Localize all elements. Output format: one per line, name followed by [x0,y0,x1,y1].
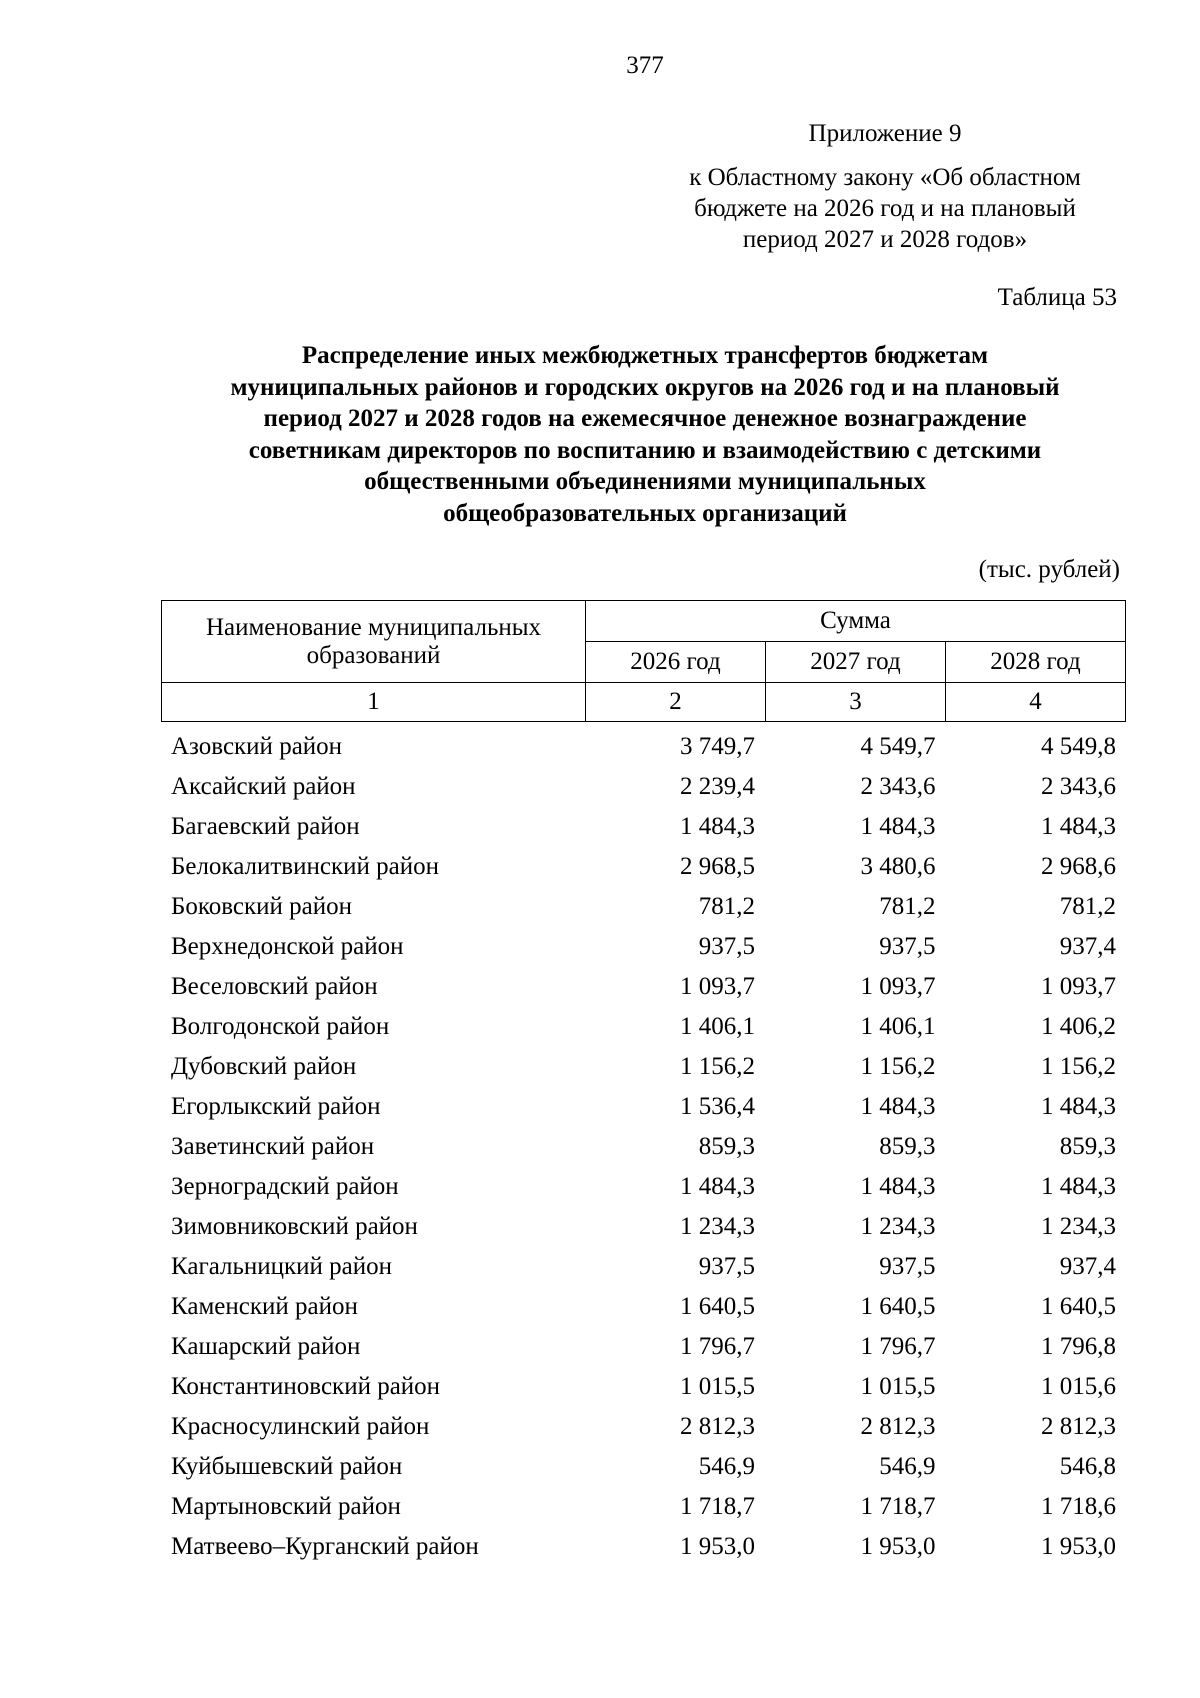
title-line: период 2027 и 2028 годов на ежемесячное денежное вознаграждение [263,405,1027,432]
municipality-name: Красносулинский район [171,1413,430,1440]
table-row [161,1527,1126,1567]
table-row [161,1407,1126,1447]
municipality-name: Веселовский район [171,973,378,1000]
header-year-2027: 2027 год [766,642,946,683]
amount-2027: 1 718,7 [860,1493,936,1520]
amount-2028: 1 156,2 [1041,1053,1116,1080]
amount-2028: 2 343,6 [1041,773,1116,800]
amount-2026: 1 156,2 [679,1053,755,1080]
amount-2028: 937,4 [1059,1253,1116,1280]
amount-2026: 1 484,3 [679,1173,755,1200]
amount-2027: 1 015,5 [860,1373,936,1400]
document-title [150,340,1140,529]
amount-2026: 1 234,3 [679,1213,755,1240]
municipality-name: Волгодонской район [171,1013,390,1040]
table-row [161,1447,1126,1487]
municipality-name: Зерноградский район [171,1173,399,1200]
table-row [161,1327,1126,1367]
amount-2028: 1 015,6 [1041,1373,1116,1400]
page-number: 377 [626,52,664,79]
amount-2026: 937,5 [698,1253,755,1280]
amount-2027: 1 484,3 [860,1173,936,1200]
amount-2028: 2 968,6 [1041,853,1116,880]
municipality-name: Каменский район [171,1293,358,1320]
municipality-name: Аксайский район [171,773,356,800]
column-number: 1 [162,683,586,722]
amount-2027: 546,9 [879,1453,936,1480]
amount-2028: 546,8 [1059,1453,1116,1480]
appendix-text [660,162,1110,255]
table-row [161,847,1126,887]
table-row [161,967,1126,1007]
municipality-name: Кагальницкий район [171,1253,393,1280]
table-row [161,727,1126,767]
amount-2028: 859,3 [1059,1133,1116,1160]
amount-2027: 937,5 [879,1253,936,1280]
amount-2028: 1 484,3 [1041,1093,1116,1120]
amount-2028: 1 093,7 [1041,973,1116,1000]
table-row [161,807,1126,847]
amount-2027: 1 156,2 [860,1053,936,1080]
municipality-name: Заветинский район [171,1133,375,1160]
title-line: общественными объединениями муниципальных [364,468,926,495]
amount-2027: 4 549,7 [860,733,936,760]
table-row [161,887,1126,927]
amount-2026: 546,9 [698,1453,755,1480]
municipality-name: Кашарский район [171,1333,361,1360]
amount-2028: 1 406,2 [1041,1013,1116,1040]
amount-2027: 859,3 [879,1133,936,1160]
amount-2028: 1 796,8 [1041,1333,1116,1360]
amount-2026: 1 796,7 [679,1333,755,1360]
table-row [161,1167,1126,1207]
amount-2027: 937,5 [879,933,936,960]
municipality-name: Багаевский район [171,813,360,840]
table-row [161,1287,1126,1327]
amount-2028: 1 640,5 [1041,1293,1116,1320]
amount-2026: 2 239,4 [679,773,755,800]
table-header [161,600,1126,722]
column-number: 4 [946,683,1126,722]
header-year-2026: 2026 год [586,642,766,683]
column-number: 2 [586,683,766,722]
amount-2026: 1 093,7 [679,973,755,1000]
amount-2026: 781,2 [698,893,755,920]
amount-2027: 781,2 [879,893,936,920]
amount-2028: 1 953,0 [1041,1533,1116,1560]
title-line: Распределение иных межбюджетных трансфертов бюджетам [301,342,989,369]
amount-2028: 1 234,3 [1041,1213,1116,1240]
title-line: муниципальных районов и городских округов на 2026 год и на плановый [230,373,1060,401]
amount-2026: 937,5 [698,933,755,960]
municipality-name: Константиновский район [171,1373,441,1400]
amount-2027: 1 953,0 [860,1533,936,1560]
table-rows [161,727,1126,1567]
amount-2026: 1 640,5 [679,1293,755,1320]
amount-2027: 1 093,7 [860,973,936,1000]
amount-2027: 3 480,6 [860,853,936,880]
amount-2026: 1 484,3 [679,813,755,840]
appendix-title: Приложение 9 [808,120,962,147]
municipality-name: Егорлыкский район [171,1093,381,1120]
municipality-name: Матвеево–Курганский район [171,1533,479,1560]
table-row [161,1047,1126,1087]
municipality-name: Белокалитвинский район [171,853,439,880]
amount-2026: 1 536,4 [679,1093,755,1120]
amount-2027: 2 812,3 [860,1413,936,1440]
amount-2026: 859,3 [698,1133,755,1160]
municipality-name: Зимовниковский район [171,1213,418,1240]
amount-2028: 1 484,3 [1041,1173,1116,1200]
amount-2027: 1 234,3 [860,1213,936,1240]
amount-2027: 1 406,1 [860,1013,936,1040]
amount-2026: 1 406,1 [679,1013,755,1040]
amount-2026: 1 718,7 [679,1493,755,1520]
table-row [161,1087,1126,1127]
appendix-line: бюджете на 2026 год и на плановый [694,195,1076,222]
amount-2027: 1 640,5 [860,1293,936,1320]
amount-2027: 1 484,3 [860,1093,936,1120]
appendix-line: период 2027 и 2028 годов» [742,226,1028,253]
amount-2028: 937,4 [1059,933,1116,960]
table-row [161,767,1126,807]
municipality-name: Азовский район [171,733,343,760]
amount-2026: 1 015,5 [679,1373,755,1400]
amount-2027: 1 484,3 [860,813,936,840]
amount-2027: 2 343,6 [860,773,936,800]
amount-2026: 2 812,3 [679,1413,755,1440]
amount-2026: 2 968,5 [679,853,755,880]
amount-2026: 3 749,7 [679,733,755,760]
table-row [161,1207,1126,1247]
table-number: Таблица 53 [997,284,1117,311]
table-row [161,1487,1126,1527]
table-row [161,1247,1126,1287]
municipality-name: Мартыновский район [171,1493,401,1520]
column-number: 3 [766,683,946,722]
municipality-name: Боковский район [171,893,352,920]
title-line: советникам директоров по воспитанию и взаимодействию с детскими [248,436,1042,464]
amount-2027: 1 796,7 [860,1333,936,1360]
header-name-line: образований [306,641,441,669]
municipality-name: Дубовский район [171,1053,357,1080]
header-year-2028: 2028 год [946,642,1126,683]
municipality-name: Верхнедонской район [171,933,404,960]
amount-2028: 1 484,3 [1041,813,1116,840]
amount-2028: 4 549,8 [1041,733,1116,760]
table-body [161,727,1126,1567]
table-row [161,927,1126,967]
title-line: общеобразовательных организаций [443,499,847,527]
header-name-cell [162,601,586,683]
amount-2028: 2 812,3 [1041,1413,1116,1440]
municipality-name: Куйбышевский район [171,1453,403,1480]
units-label: (тыс. рублей) [978,556,1120,583]
header-name-line: Наименование муниципальных [205,613,542,641]
amount-2028: 781,2 [1059,893,1116,920]
amount-2028: 1 718,6 [1041,1493,1116,1520]
appendix-line: к Областному закону «Об областном [689,164,1081,191]
amount-2026: 1 953,0 [679,1533,755,1560]
table-row [161,1127,1126,1167]
table-row [161,1007,1126,1047]
header-sum-cell: Сумма [586,601,1126,642]
table-row [161,1367,1126,1407]
